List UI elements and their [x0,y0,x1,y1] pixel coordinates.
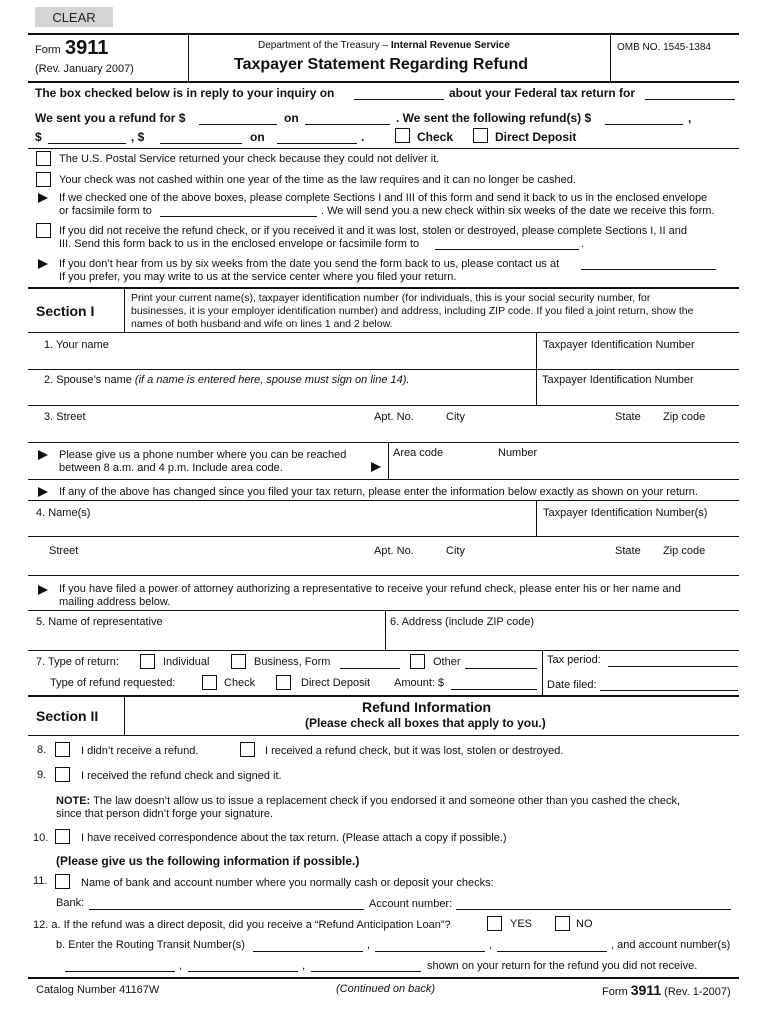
inquiry-date-field[interactable] [354,99,444,100]
divider [536,501,537,536]
city-label-2: City [446,545,465,557]
form-revision: (Rev. January 2007) [35,63,134,75]
ral-yes-checkbox[interactable] [487,916,502,931]
checked-instructions: If we checked one of the above boxes, please complete Sections I and III of this form and send it back to us in the enclosed envelope [59,192,708,204]
form-word: Form [35,44,61,56]
tax-period-field[interactable] [608,666,738,667]
comma: , [688,111,692,125]
other-label: Other [433,656,461,668]
please-give-text: (Please give us the following information if possible.) [56,854,360,868]
your-name-label: 1. Your name [44,339,109,351]
checked-instructions-2: . We will send you a new check within six weeks of the date we receive this form. [321,205,715,217]
account-number-label: Account number: [369,898,453,910]
refund-amount-field-3[interactable] [48,143,126,144]
omb-number: OMB NO. 1545-1384 [617,42,711,53]
refund-info-subheading: (Please check all boxes that apply to you.) [305,716,546,730]
comma: , [367,939,371,951]
business-label: Business, Form [254,656,331,668]
phone-instructions: Please give us a phone number where you can be reached [59,449,347,461]
account-number-field-2[interactable] [188,971,298,972]
comma-dollar: , $ [131,130,145,144]
footer-rule [28,977,739,979]
fax-label: or facsimile form to [59,205,152,217]
spouse-name-label: 2. Spouse’s name (if a name is entered here, spouse must sign on line 14). [44,374,410,386]
names-label: 4. Name(s) [36,507,91,519]
signed-checkbox[interactable] [55,767,70,782]
inquiry-text: The box checked below is in reply to your inquiry on [35,86,335,100]
refund-info-heading: Refund Information [362,699,492,715]
refund-date-field[interactable] [305,124,390,125]
refund-date-field-2[interactable] [277,143,357,144]
amount-field[interactable] [451,689,537,690]
rule [28,332,739,333]
area-code-label: Area code [393,447,444,459]
arrow-icon [38,585,48,595]
apt-label: Apt. No. [374,411,414,423]
rule [28,500,739,501]
item-11-number: 11. [33,875,48,887]
arrow-icon [38,259,48,269]
other-field[interactable] [465,668,537,669]
catalog-number: Catalog Number 41167W [36,984,160,996]
note-text: NOTE: The law doesn’t allow us to issue a replacement check if you endorsed it and someone other than you cashed the check, [56,795,681,807]
rep-name-label: 5. Name of representative [36,616,163,628]
refund-direct-deposit-label: Direct Deposit [301,677,371,689]
rule [28,148,739,149]
ral-no-label: NO [576,918,593,930]
refund-amount-field-2[interactable] [605,124,683,125]
section1-instructions: Print your current name(s), taxpayer identification number (for individuals, this is your social security number, for businesses, it is your employer identification number) and address, including ZIP code. If you filed a joint return, show the names of both husband and wife on lines 1 and 2 below. [131,292,694,330]
fax-field[interactable] [160,216,317,217]
shown-on-return-text: shown on your return for the refund you did not receive. [427,960,698,972]
date-filed-label: Date filed: [547,679,597,691]
refund-on-text-2: on [250,130,265,144]
not-cashed-text: Your check was not cashed within one year of the time as the law requires and it can no longer be cashed. [59,174,576,186]
rule [28,479,739,480]
divider [542,651,543,695]
continued-text: (Continued on back) [336,983,436,995]
zip-label-2: Zip code [663,545,706,557]
account-numbers-label: , and account number(s) [611,939,731,951]
amount-label: Amount: $ [394,677,445,689]
comma: , [179,960,183,972]
individual-label: Individual [163,656,210,668]
refunds-sent-text: . We sent the following refund(s) $ [396,111,592,125]
spouse-tin-label: Taxpayer Identification Number [542,374,694,386]
header-bottom-rule [28,81,739,83]
did-not-receive-checkbox[interactable] [36,223,51,238]
header-divider-left [188,34,189,82]
tax-period-label: Tax period: [547,654,601,666]
divider [388,443,389,479]
period-2: . [581,238,585,250]
rule [28,405,739,406]
routing-number-field-2[interactable] [375,951,485,952]
fax-field-2[interactable] [435,249,579,250]
account-number-field-1[interactable] [65,971,175,972]
did-not-receive-text-2: III. Send this form back to us in the enclosed envelope or facsimile form to [59,238,420,250]
didnt-receive-checkbox[interactable] [55,742,70,757]
lost-stolen-label: I received a refund check, but it was lost, stolen or destroyed. [265,745,564,757]
city-label: City [446,411,465,423]
department: Department of the Treasury – Internal Revenue Service [258,40,510,51]
state-label-2: State [615,545,641,557]
contact-field[interactable] [581,269,716,270]
refund-on-text: on [284,111,299,125]
section2-title: Section II [36,708,99,724]
refund-check-checkbox[interactable] [202,675,217,690]
state-label: State [615,411,641,423]
refund-sent-text: We sent you a refund for $ [35,111,186,125]
bank-info-checkbox[interactable] [55,874,70,889]
bank-label: Bank: [56,897,85,909]
rule [28,536,739,537]
divider [385,611,386,650]
postal-returned-text: The U.S. Postal Service returned your check because they could not deliver it. [59,153,440,165]
did-not-receive-text: If you did not receive the refund check, or if you received it and it was lost, stolen or destroyed, please complete Sections I, II and [59,225,687,237]
clear-button[interactable]: CLEAR [35,7,113,27]
divider [536,333,537,369]
business-form-field[interactable] [340,668,400,669]
dollar-sign: $ [35,130,42,144]
item-9-number: 9. [37,769,47,781]
comma: , [489,939,493,951]
inquiry-text-2: about your Federal tax return for [449,86,636,100]
rep-address-label: 6. Address (include ZIP code) [390,616,535,628]
signed-label: I received the refund check and signed it. [81,770,282,782]
type-refund-label: Type of refund requested: [50,677,176,689]
street-label-2: Street [49,545,79,557]
period: . [361,130,365,144]
routing-number-field-1[interactable] [253,951,363,952]
divider [536,370,537,405]
changed-text: If any of the above has changed since you filed your tax return, please enter the information below exactly as shown on your return. [59,486,698,498]
header-divider-right [610,34,611,82]
refund-direct-deposit-checkbox[interactable] [276,675,291,690]
footer-form-id: Form 3911 (Rev. 1-2007) [602,982,731,998]
arrow-icon [38,193,48,203]
correspondence-label: I have received correspondence about the tax return. (Please attach a copy if possible.) [81,832,507,844]
refund-amount-field-4[interactable] [160,143,242,144]
tax-return-year-field[interactable] [645,99,735,100]
poa-text-2: mailing address below. [59,596,171,608]
apt-label-2: Apt. No. [374,545,414,557]
rule [28,442,739,443]
didnt-receive-label: I didn’t receive a refund. [81,745,199,757]
postal-returned-checkbox[interactable] [36,151,51,166]
item-10-number: 10. [33,832,49,844]
bank-field[interactable] [89,909,364,910]
section1-top-rule [28,287,739,289]
type-return-label: 7. Type of return: [36,656,119,668]
individual-checkbox[interactable] [140,654,155,669]
question-12a: 12. a. If the refund was a direct deposit, did you receive a “Refund Anticipation Loan”? [33,919,451,931]
rule [28,575,739,576]
section1-divider [124,288,125,332]
zip-label: Zip code [663,411,706,423]
arrow-icon [38,450,48,460]
poa-text: If you have filed a power of attorney authorizing a representative to receive your refund check, please enter his or her name and [59,583,681,595]
contact-text: If you don’t hear from us by six weeks from the date you send the form back to us, please contact us at [59,258,560,270]
direct-deposit-label: Direct Deposit [495,130,577,144]
write-text: If you prefer, you may write to us at the service center where you filed your return. [59,271,457,283]
arrow-icon [38,487,48,497]
date-filed-field[interactable] [600,690,738,691]
rule [28,369,739,370]
item-8-number: 8. [37,744,47,756]
arrow-icon [371,462,381,472]
check-checkbox[interactable] [395,128,410,143]
refund-amount-field[interactable] [199,124,277,125]
rule [28,610,739,611]
street-label: 3. Street [44,411,86,423]
refund-check-label: Check [224,677,256,689]
section2-divider [124,697,125,735]
ral-no-checkbox[interactable] [555,916,570,931]
lost-stolen-checkbox[interactable] [240,742,255,757]
account-number-field[interactable] [456,909,731,910]
phone-instructions-2: between 8 a.m. and 4 p.m. Include area code. [59,462,283,474]
rule [28,735,739,736]
header-top-rule [28,33,739,35]
form-title: Taxpayer Statement Regarding Refund [234,56,528,73]
phone-number-label: Number [498,447,538,459]
question-12b: b. Enter the Routing Transit Number(s) [56,939,245,951]
comma: , [302,960,306,972]
correspondence-checkbox[interactable] [55,829,70,844]
direct-deposit-checkbox[interactable] [473,128,488,143]
routing-number-field-3[interactable] [497,951,607,952]
rule [28,650,739,651]
not-cashed-checkbox[interactable] [36,172,51,187]
tin-label: Taxpayer Identification Number [543,339,695,351]
form-number: 3911 [65,37,109,59]
check-label: Check [417,130,454,144]
tins-label: Taxpayer Identification Number(s) [543,507,708,519]
other-checkbox[interactable] [410,654,425,669]
note-text-2: since that person didn’t forge your signature. [56,808,274,820]
section1-title: Section I [36,303,95,319]
ral-yes-label: YES [510,918,533,930]
account-number-field-3[interactable] [311,971,421,972]
bank-info-label: Name of bank and account number where you normally cash or deposit your checks: [81,877,494,889]
business-checkbox[interactable] [231,654,246,669]
section2-top-rule [28,695,739,697]
